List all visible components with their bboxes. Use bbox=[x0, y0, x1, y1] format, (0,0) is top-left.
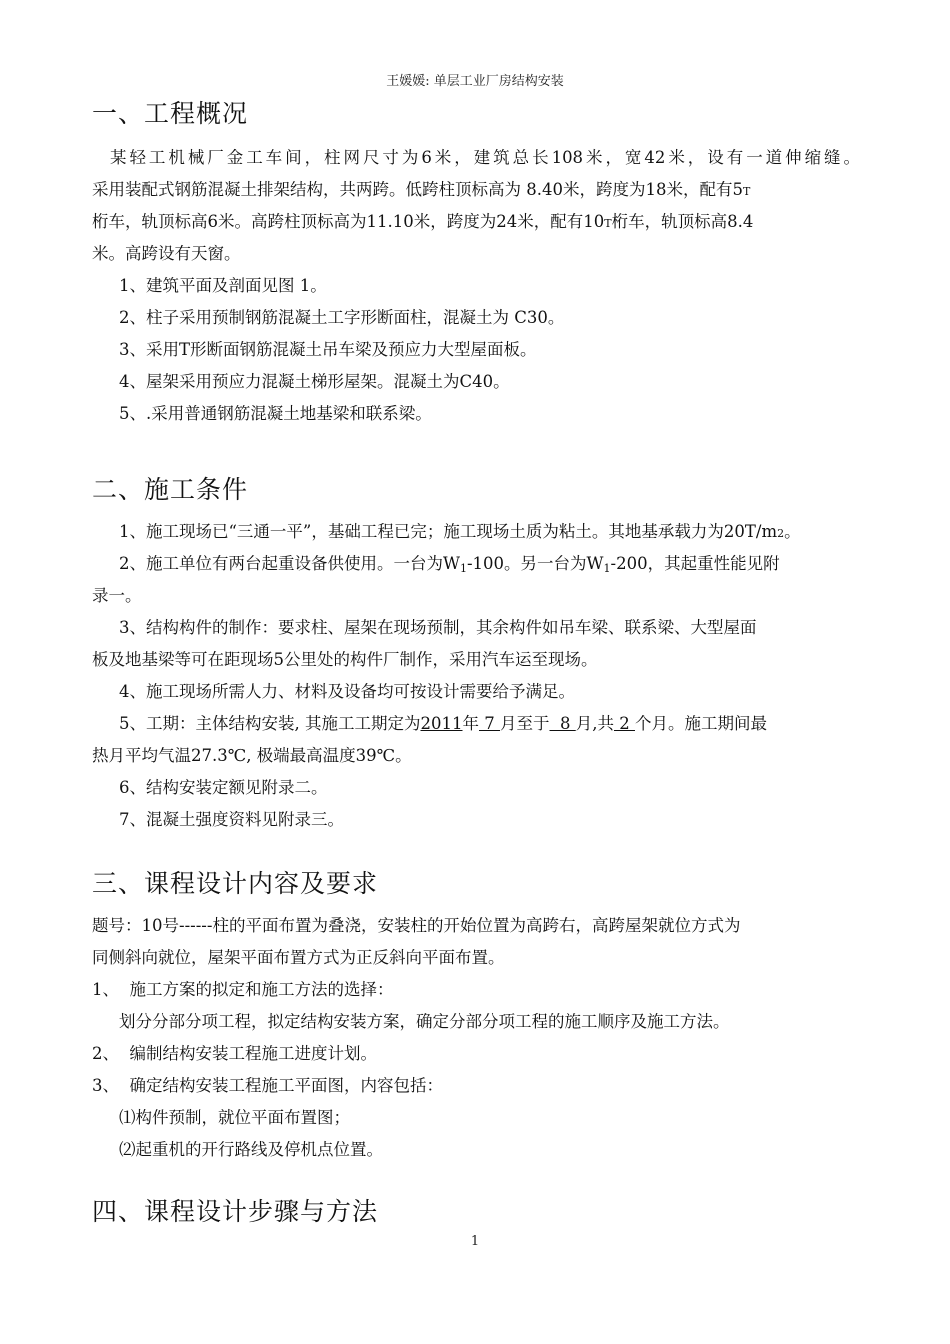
page-number: 1 bbox=[470, 1234, 480, 1249]
section-title-2: 二、施工条件 bbox=[92, 475, 249, 504]
s2-item-5: 5、工期：主体结构安装, 其施工工期定为2011年 7 月至于 8 月,共 2 个月。施工期间最 bbox=[119, 714, 767, 733]
section-title-3: 三、课程设计内容及要求 bbox=[92, 869, 379, 898]
s1-item-4: 4、屋架采用预应力混凝土梯形屋架。混凝土为C40。 bbox=[119, 372, 510, 391]
s2-item-1: 1、施工现场已“三通一平”，基础工程已完；施工现场土质为粘土。其地基承载力为20T/m2。 bbox=[119, 522, 801, 541]
s3-list-item-3: 3、 确定结构安装工程施工平面图，内容包括： bbox=[92, 1076, 443, 1095]
section-title-1: 一、工程概况 bbox=[92, 99, 249, 128]
s2-item-4: 4、施工现场所需人力、材料及设备均可按设计需要给予满足。 bbox=[119, 682, 575, 701]
s1-para-line-3: 桁车，轨顶标高6米。高跨柱顶标高为11.10米，跨度为24米，配有10T桁车，轨顶标高8.4 bbox=[92, 212, 754, 231]
s3-list-item-3b: ⑵起重机的开行路线及停机点位置。 bbox=[119, 1140, 383, 1159]
s1-para-line-1: 某轻工机械厂金工车间，柱网尺寸为6米，建筑总长108米，宽42米，设有一道伸缩缝。 bbox=[110, 148, 860, 167]
s3-list-item-1-detail: 划分分部分项工程，拟定结构安装方案，确定分部分项工程的施工顺序及施工方法。 bbox=[119, 1012, 730, 1031]
s2-item-2: 2、施工单位有两台起重设备供使用。一台为$W_1-100$。另一台为$W_1-200$，其起重性能见附 bbox=[119, 554, 780, 575]
s2-item-6: 6、结构安装定额见附录二。 bbox=[119, 778, 328, 797]
s1-item-3: 3、采用T形断面钢筋混凝土吊车梁及预应力大型屋面板。 bbox=[119, 340, 537, 359]
s2-item-3-cont: 板及地基梁等可在距现场5公里处的构件厂制作，采用汽车运至现场。 bbox=[92, 650, 598, 669]
s3-list-item-2: 2、 编制结构安装工程施工进度计划。 bbox=[92, 1044, 377, 1063]
section-title-4: 四、课程设计步骤与方法 bbox=[92, 1197, 379, 1226]
s1-item-5: 5、.采用普通钢筋混凝土地基梁和联系梁。 bbox=[119, 404, 432, 423]
s2-item-2-cont: 录一。 bbox=[92, 586, 142, 605]
s1-item-1: 1、建筑平面及剖面见图 1。 bbox=[119, 276, 327, 295]
s1-item-2: 2、柱子采用预制钢筋混凝土工字形断面柱，混凝土为 C30。 bbox=[119, 308, 565, 327]
s3-topic-line-2: 同侧斜向就位，屋架平面布置方式为正反斜向平面布置。 bbox=[92, 948, 505, 967]
s1-para-line-4: 米。高跨设有天窗。 bbox=[92, 244, 241, 263]
s2-item-3: 3、结构构件的制作：要求柱、屋架在现场预制，其余构件如吊车梁、联系梁、大型屋面 bbox=[119, 618, 757, 637]
s3-topic-line-1: 题号：10号------柱的平面布置为叠浇，安装柱的开始位置为高跨右，高跨屋架就位方式为 bbox=[92, 916, 741, 935]
s1-para-line-2: 采用装配式钢筋混凝土排架结构，共两跨。低跨柱顶标高为 8.40米，跨度为18米，配有5T bbox=[92, 180, 751, 199]
s2-item-7: 7、混凝土强度资料见附录三。 bbox=[119, 810, 344, 829]
s2-item-5-cont: 热月平均气温27.3℃, 极端最高温度39℃。 bbox=[92, 746, 412, 765]
s3-list-item-1: 1、 施工方案的拟定和施工方法的选择： bbox=[92, 980, 394, 999]
running-header: 王媛媛: 单层工业厂房结构安装 bbox=[386, 74, 564, 89]
s3-list-item-3a: ⑴构件预制，就位平面布置图； bbox=[119, 1108, 350, 1127]
